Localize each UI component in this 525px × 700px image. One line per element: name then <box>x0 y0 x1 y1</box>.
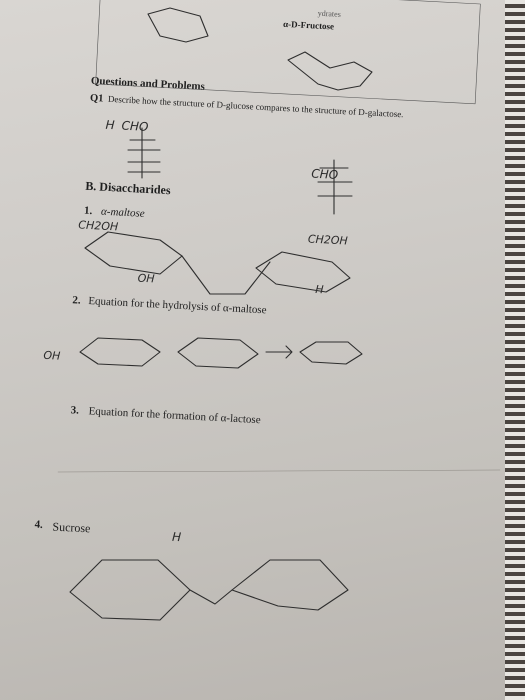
hydrolysis-ring-2 <box>178 338 258 368</box>
item1-label: α-maltose <box>100 205 145 220</box>
item2-text: Equation for the hydrolysis of α-maltose <box>88 295 267 317</box>
fischer-right <box>318 160 352 214</box>
sucrose-fructose-ring <box>232 560 348 610</box>
divider-line <box>58 470 500 472</box>
glycosidic-link <box>182 256 270 294</box>
spiral-binding <box>505 0 525 700</box>
item3-number: 3. <box>70 404 80 417</box>
maltose-ring-1 <box>85 232 182 274</box>
q1-number: Q1 <box>89 92 104 105</box>
hw-ch2oh: CH2OH <box>77 218 119 234</box>
hydrolysis-ring-1 <box>80 338 160 366</box>
sucrose-link <box>190 590 232 604</box>
section-title: Questions and Problems <box>90 74 206 93</box>
hw-cho-right: CHO <box>310 166 339 182</box>
item2-number: 2. <box>72 294 81 307</box>
hw-h-left: H <box>105 117 116 133</box>
fructose-ring <box>288 52 372 90</box>
hw-ch2oh-b: CH2OH <box>307 232 349 248</box>
item4-label: Sucrose <box>52 519 91 536</box>
sucrose-glucose-ring <box>70 560 190 620</box>
item4-number: 4. <box>34 518 44 531</box>
ring-sketch-top <box>148 8 208 42</box>
fructose-label: α-D-Fructose <box>282 18 335 32</box>
hw-h: H <box>314 282 324 297</box>
fischer-left <box>128 128 160 178</box>
hydrolysis-ring-3 <box>300 342 362 364</box>
top-label: ydrates <box>317 8 342 19</box>
hw-oh: OH <box>137 271 155 286</box>
part-b-title: B. Disaccharides <box>85 178 171 198</box>
item3-text: Equation for the formation of α-lactose <box>88 405 261 427</box>
hw-oh-small: OH <box>43 348 61 363</box>
item1-number: 1. <box>83 204 93 218</box>
maltose-ring-2 <box>256 252 350 292</box>
hw-h-small: H <box>171 529 182 545</box>
reaction-arrow <box>266 346 292 358</box>
q1-text: Describe how the structure of D-glucose compares to the structure of D-galactose. <box>107 93 404 120</box>
hw-cho: CHO <box>121 118 149 134</box>
